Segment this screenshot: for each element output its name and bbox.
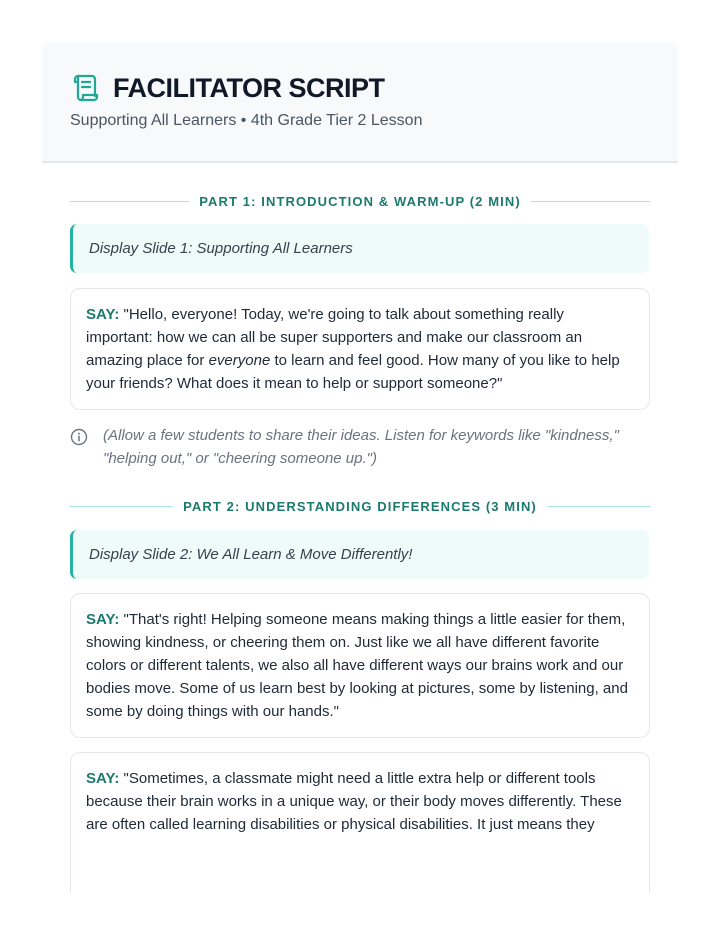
divider-line — [70, 201, 189, 202]
script-header — [42, 42, 678, 163]
title-row — [70, 70, 385, 106]
say-block-1 — [70, 288, 650, 410]
say-text: "Sometimes, a classmate might need a little extra help or different tools because their brain works in a unique way, or their body moves differently. These are often called learning disabilities or physical disabilities. It just means they — [86, 770, 622, 833]
say-block-3 — [70, 752, 650, 892]
say-label: SAY: — [86, 770, 120, 787]
facilitator-note-1 — [70, 424, 650, 470]
part-1-title: PART 1: INTRODUCTION & WARM-UP (2 MIN) — [199, 193, 521, 209]
divider-line — [547, 506, 650, 507]
say-label: SAY: — [86, 306, 120, 323]
say-block-2 — [70, 593, 650, 738]
say-text: "That's right! Helping someone means making things a little easier for them, showing kindness, or cheering them on. Just like we all have different favorite colors or different talents, we also all have different ways our brains work and our bodies move. Some of us learn best by looking at pictures, some by listening, and some by doing things with our hands." — [86, 611, 628, 720]
say-text: to learn and feel good. How many of you like to help your friends? What does it mean to help or support someone?" — [86, 352, 620, 392]
part-2-heading — [70, 496, 650, 516]
info-circle-icon — [70, 428, 88, 446]
part-2-title: PART 2: UNDERSTANDING DIFFERENCES (3 MIN) — [183, 498, 537, 514]
divider-line — [531, 201, 650, 202]
divider-line — [70, 506, 173, 507]
part-1-heading — [70, 191, 650, 211]
say-label: SAY: — [86, 611, 120, 628]
page-title: FACILITATOR SCRIPT — [113, 72, 385, 103]
slide-cue-1: Display Slide 1: Supporting All Learners — [70, 224, 649, 273]
note-text: (Allow a few students to share their ideas. Listen for keywords like "kindness," "helping out," or "cheering someone up.") — [103, 427, 619, 467]
say-emphasis: everyone — [208, 352, 271, 369]
slide-cue-2: Display Slide 2: We All Learn & Move Differently! — [70, 530, 649, 579]
page-subtitle: Supporting All Learners • 4th Grade Tier 2 Lesson — [70, 112, 423, 129]
scroll-icon — [70, 73, 100, 103]
say-text: "Hello, everyone! Today, we're going to talk about something really important: how we can all be super supporters and make our classroom an amazing place for — [86, 306, 583, 369]
